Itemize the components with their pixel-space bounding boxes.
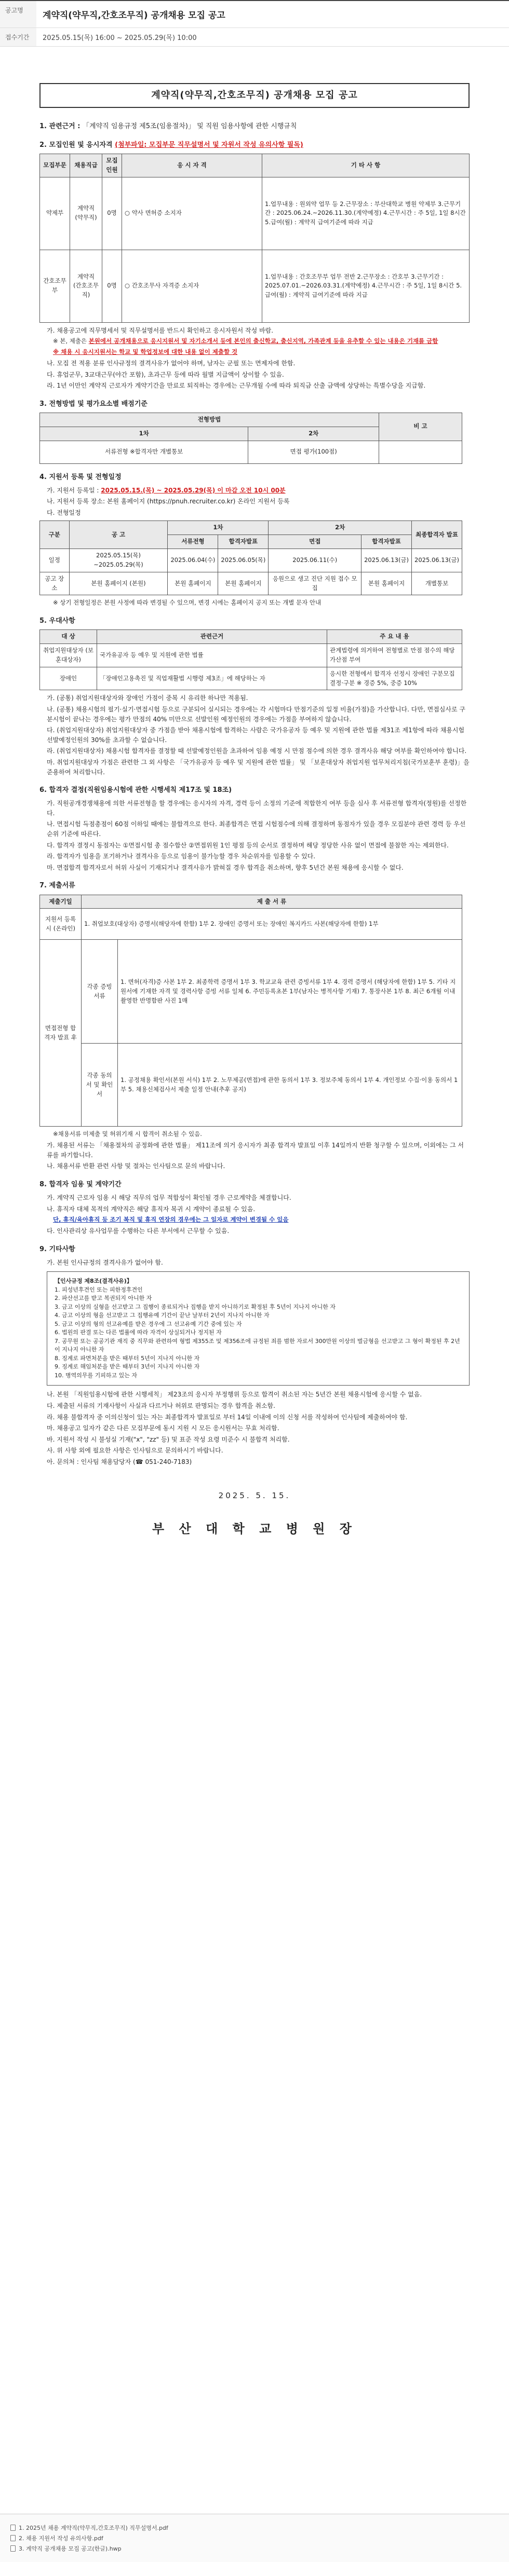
section-selection-title: 3. 전형방법 및 평가요소별 배점기준 bbox=[39, 400, 148, 408]
attachment-link[interactable] bbox=[10, 2544, 499, 2553]
list-item: 3. 금고 이상의 실형을 선고받고 그 집행이 종료되거나 집행을 받지 아니하기로 확정된 후 5년이 지나지 아니한 자 bbox=[55, 1303, 336, 1310]
selection-etc-header: 비 고 bbox=[379, 413, 462, 441]
preference-para: 나. (공통) 채용시험의 필기·실기·면접시험 등으로 구분되어 실시되는 경우에는 각 시험마다 만점기준의 일정 비율(가점)을 가산합니다. 다만, 면접심사로 구분시험이 끝나는 경우에는 평가 만점의 40% 미만으로 선발인원 예정인원의 경우에는 가점을 부여하지 않습니다. bbox=[47, 705, 465, 723]
section-recruitment bbox=[39, 140, 470, 391]
section-basis-title: 1. 관련근거 bbox=[39, 122, 75, 130]
table-cell: 1.업무내용 : 원외약 업무 등 2.근무장소 : 부산대학교 병원 약제부 3.근무기간 : 2025.06.24.~2026.11.30.(계약예정) 4.근무시간 : 주 5일, 1일 8시간 5.급여(월) : 계약직 급여기준에 따라 지급 bbox=[262, 177, 470, 250]
section-recruitment-title: 2. 모집인원 및 응시자격 bbox=[39, 141, 113, 149]
recruitment-note-a: 가. 채용공고에 직무명세서 및 직무설명서를 반드시 확인하고 응시자원서 작성 바람. bbox=[47, 326, 274, 334]
etc-para: 다. 제출된 서류의 기재사항이 사실과 다르거나 허위로 판명되는 경우 합격을 취소함. bbox=[47, 1402, 275, 1410]
notice-period: 2025.05.15(목) 16:00 ~ 2025.05.29(목) 10:00 bbox=[43, 34, 197, 42]
disqualification-title: 【인사규정 제8조(결격사유)】 bbox=[55, 1278, 132, 1285]
preference-para: 라. (취업지원대상자) 채용시험 합격자를 결정할 때 선발예정인원을 초과하여 임용 예정 시 만점 점수에 의한 경우 결격사유 해당 여부를 확인하여야 합니다. bbox=[47, 747, 467, 755]
section-etc bbox=[39, 1244, 470, 1467]
table-cell: 1. 면허(자격)증 사본 1부 2. 최종학력 증명서 1부 3. 학교교육 관련 증빙서류 1부 4. 경력 증명서 (해당자에 한함) 1부 5. 기타 지원서에 기재한 자격 및 경력사항 증빙 서류 일체 6. 주민등록초본 1부(남자는 병적사항 기재) 7. 통장사본 1부 8. 최근 6개월 이내 촬영한 반명함판 사진 1매 bbox=[118, 940, 462, 1044]
col-qual: 응 시 자 격 bbox=[122, 154, 262, 177]
decision-para: 가. 직원공개경쟁채용에 의한 서류전형을 할 경우에는 응시자의 자격, 경력 등이 소정의 기준에 적합한지 여부 등을 심사 후 서류전형 합격자(정원)를 선정한다. bbox=[47, 800, 467, 817]
meta-period-row bbox=[0, 28, 509, 47]
recruitment-note-b-red: 본원에서 공개채용으로 응시지원서 및 자기소개서 등에 본인의 출신학교, 출신지역, 가족관계 등을 유추할 수 있는 내용은 기재를 금함 bbox=[88, 337, 438, 345]
table-cell: 2025.06.05(목) bbox=[218, 549, 269, 572]
section-etc-title: 9. 기타사항 bbox=[39, 1245, 75, 1253]
table-cell: 0명 bbox=[102, 250, 122, 322]
list-item: 4. 금고 이상의 형을 선고받고 그 집행유예 기간이 끝난 날부터 2년이 지나지 아니한 자 bbox=[55, 1312, 270, 1319]
table-cell: 국가유공자 등 예우 및 지원에 관한 법률 bbox=[97, 644, 327, 667]
list-item: 10. 병역의무를 기피하고 있는 자 bbox=[55, 1372, 137, 1379]
meta-title-label: 공고명 bbox=[0, 1, 36, 28]
table-cell: 관계법령에 의거하여 전형별로 만점 점수의 해당 가산점 부여 bbox=[327, 644, 462, 667]
appointment-para-c: 다. 인사관리상 유사업무를 수행하는 다른 부서에서 근무할 수 있음. bbox=[47, 1227, 230, 1235]
list-item: 9. 징계로 해임처분을 받은 때부터 3년이 지나지 아니한 자 bbox=[55, 1363, 200, 1371]
table-cell: 1.업무내용 : 간호조무부 업무 전반 2.근무장소 : 간호부 3.근무기간 : 2025.07.01.~2026.03.31.(계약예정) 4.근무시간 : 주 5일, 1일 8시간 5.급여(월) : 계약직 급여기준에 따라 지급 bbox=[262, 250, 470, 322]
table-cell: 2025.06.13(금) bbox=[361, 549, 412, 572]
schedule-line-a-value: 2025.05.15.(목) ~ 2025.05.29(목) 이 마감 오전 10시 00분 bbox=[101, 486, 286, 494]
table-cell: 계약직 (간호조무직) bbox=[70, 250, 102, 322]
section-recruitment-attach-note: (첨부파일: 모집부문 직무설명서 및 자원서 작성 유의사항 필독) bbox=[115, 141, 303, 149]
selection-stage1-value: 서류전형 ※합격자만 개별통보 bbox=[40, 441, 248, 463]
col-count: 모집인원 bbox=[102, 154, 122, 177]
section-selection bbox=[39, 399, 470, 464]
table-cell: 본원 홈페이지 bbox=[361, 572, 412, 595]
table-cell: 2025.06.04(수) bbox=[168, 549, 218, 572]
table-header: 제 출 서 류 bbox=[82, 895, 462, 909]
attachment-name: 2. 채용 지원서 작성 유의사항.pdf bbox=[19, 2535, 103, 2542]
meta-title-row bbox=[0, 1, 509, 28]
decision-para: 나. 면접시험 득점총점이 60점 이하일 때에는 불합격으로 한다. 최종합격은 면접 시험점수에 의해 결정하며 동점자가 있을 경우 모집분야 관련 경력 등 우선순위 기준에 따른다. bbox=[47, 820, 466, 838]
table-row bbox=[40, 1044, 462, 1127]
recruitment-note-b2: ※ 채용 시 응시지원서는 학교 및 학업정보에 대한 내용 없이 제출할 것 bbox=[53, 348, 238, 356]
table-cell: 계약직 (약무직) bbox=[70, 177, 102, 250]
recruitment-note-d: 다. 휴업군무, 3교대근무(야간 포함), 초과근무 등에 따라 월별 지급액이 상이할 수 있음. bbox=[47, 371, 284, 378]
table-cell: 1. 취업보호(대상자) 증명서(해당자에 한함) 1부 2. 장애인 증명서 또는 장애인 복지카드 사본(해당자에 한함) 1부 bbox=[82, 909, 462, 940]
col-dept: 모집부문 bbox=[40, 154, 70, 177]
section-decision-title: 6. 합격자 결정(직원임용시험에 관한 시행세칙 제17조 및 18조) bbox=[39, 786, 232, 794]
appointment-para: 나. 휴직자 대체 목적의 계약직은 해당 휴직자 복귀 시 계약이 종료될 수 있음. bbox=[47, 1205, 256, 1213]
table-row bbox=[40, 909, 462, 940]
table-cell: 면접전형 합격자 발표 후 bbox=[40, 940, 82, 1127]
table-cell: 장애인 bbox=[40, 667, 97, 690]
file-icon bbox=[10, 2535, 16, 2541]
documents-para: 나. 채용서류 반환 관련 사항 및 절차는 인사팀으로 문의 바랍니다. bbox=[47, 1162, 225, 1170]
table-cell: ○ 약사 면허증 소지자 bbox=[122, 177, 262, 250]
table-cell: 취업지원대상자 (보훈대상자) bbox=[40, 644, 97, 667]
table-header: 공 고 bbox=[69, 521, 168, 549]
table-cell: ○ 간호조무사 자격증 소지자 bbox=[122, 250, 262, 322]
attachment-link[interactable] bbox=[10, 2524, 499, 2532]
table-row bbox=[40, 177, 470, 250]
decision-para: 다. 합격자 결정시 동점자는 ①면접시험 총 점수합산 ②면접위원 1인 평점 등의 순서로 결정하며 해당 정당한 사유 없이 면접에 불참한 자는 제외한다. bbox=[47, 841, 449, 849]
table-cell: 본원 홈페이지 bbox=[218, 572, 269, 595]
file-icon bbox=[10, 2525, 16, 2531]
col-etc: 기 타 사 항 bbox=[262, 154, 470, 177]
table-header: 최종합격자 발표 bbox=[412, 521, 462, 549]
list-item: 2. 파산선고를 받고 복권되지 아니한 자 bbox=[55, 1295, 152, 1302]
table-row bbox=[40, 572, 462, 595]
section-decision bbox=[39, 785, 470, 872]
signature: 부 산 대 학 교 병 원 장 bbox=[152, 1521, 357, 1536]
table-header: 제출기일 bbox=[40, 895, 82, 909]
section-appointment bbox=[39, 1180, 470, 1236]
notice-title: 계약직(약무직,간호조무직) 공개채용 모집 공고 bbox=[43, 10, 225, 21]
etc-line-a: 가. 본원 인사규정의 결격사유가 없어야 함. bbox=[47, 1258, 163, 1266]
selection-table bbox=[39, 413, 462, 464]
table-cell: 개별통보 bbox=[412, 572, 462, 595]
list-item: 5. 금고 이상의 형의 선고유예를 받은 경우에 그 선고유예 기간 중에 있는 자 bbox=[55, 1320, 242, 1327]
table-cell: 일정 bbox=[40, 549, 70, 572]
list-item: 6. 법원의 판결 또는 다른 법률에 따라 자격이 상실되거나 정지된 자 bbox=[55, 1329, 222, 1336]
list-item: 7. 공무원 또는 공공기관 재직 중 직무와 관련하여 형법 제355조 및 제356조에 규정된 죄를 범한 자로서 300만원 이상의 벌금형을 선고받고 그 형이 확정된 후 2년이 지나지 아니한 자 bbox=[55, 1337, 460, 1353]
schedule-note: ※ 상기 전형일정은 본원 사정에 따라 변경될 수 있으며, 변경 시에는 홈페이지 공지 또는 개별 문자 안내 bbox=[53, 599, 322, 607]
table-header: 합격자발표 bbox=[361, 535, 412, 549]
table-header: 주 요 내 용 bbox=[327, 630, 462, 644]
table-cell: 1. 공정채용 확인서(본원 서식) 1부 2. 노무제공(면접)에 관한 동의서 1부 3. 정보주체 동의서 1부 4. 개인정보 수집·이용 동의서 1부 5. 채용신체검사서 제출 일정 안내(추후 공지) bbox=[118, 1044, 462, 1127]
etc-para: 사. 위 사항 외에 필요한 사항은 인사팀으로 문의하시기 바랍니다. bbox=[47, 1447, 223, 1455]
preference-table bbox=[39, 629, 462, 690]
section-schedule-title: 4. 지원서 등록 및 전형일정 bbox=[39, 473, 122, 481]
table-row bbox=[40, 940, 462, 1044]
recruitment-table bbox=[39, 154, 470, 323]
meta-period-label: 접수기간 bbox=[0, 28, 36, 46]
table-cell: 지원서 등록시 (온라인) bbox=[40, 909, 82, 940]
recruitment-note-e: 라. 1년 이만인 계약직 근로자가 계약기간을 만료로 퇴직하는 경우에는 근무개월 수에 따라 퇴직금 산출 금액에 상당하는 특별수당을 지급함. bbox=[47, 382, 426, 390]
table-header: 구분 bbox=[40, 521, 70, 549]
attachment-link[interactable] bbox=[10, 2534, 499, 2542]
preference-para: 다. (취업지원대상자) 취업지원대상자 중 가점을 받아 채용시험에 합격하는 사람은 국가유공자 등 예우 및 지원에 관한 법률 제31조 제1항에 따라 채용시험 선발예정인원의 30%를 초과할 수 없습니다. bbox=[47, 727, 465, 744]
schedule-line-b: 나. 지원서 등록 장소: 본원 홈페이지 (https://pnuh.recruiter.co.kr) 온라인 지원서 등록 bbox=[47, 498, 290, 505]
selection-stage2-value: 면접 평가(100점) bbox=[248, 441, 379, 463]
etc-para: 라. 채용 불합격자 중 이의신청이 있는 자는 최종합격자 발표일로 부터 14일 이내에 이의 신청 서를 작성하여 인사팀에 제출하여야 함. bbox=[47, 1413, 408, 1421]
table-cell: 2025.06.11(수) bbox=[269, 549, 361, 572]
table-cell: 약제부 bbox=[40, 177, 70, 250]
col-grade: 채용직급 bbox=[70, 154, 102, 177]
file-icon bbox=[10, 2545, 16, 2552]
documents-para: 가. 채용된 서류는 「채용절차의 공정화에 관한 법률」 제11조에 의거 응시자가 최종 합격자 발표일 이후 14일까지 반환 청구할 수 있으며, 이외에는 그 서류를 파기합니다. bbox=[47, 1142, 464, 1159]
table-row bbox=[40, 667, 462, 690]
selection-stage1: 1차 bbox=[40, 427, 248, 441]
section-schedule bbox=[39, 472, 470, 608]
recruitment-note-b-label: ※ 본, 제출은 bbox=[53, 337, 87, 345]
etc-para: 나. 본원 「직원임용시험에 관한 시행세칙」 제23조의 응시자 부정행위 등으로 합격이 취소된 자는 5년간 본원 채용시험에 응시할 수 없음. bbox=[47, 1391, 422, 1399]
attachments bbox=[0, 2514, 509, 2562]
document-title: 계약직(약무직,간호조무직) 공개채용 모집 공고 bbox=[39, 83, 470, 108]
list-item: 8. 징계로 파면처분을 받은 때부터 5년이 지나지 아니한 자 bbox=[55, 1354, 200, 1362]
table-header: 서류전형 bbox=[168, 535, 218, 549]
notice-date: 2025. 5. 15. bbox=[218, 1490, 291, 1500]
table-row bbox=[40, 549, 462, 572]
table-row bbox=[40, 441, 462, 463]
table-cell: 간호조무부 bbox=[40, 250, 70, 322]
table-header: 면접 bbox=[269, 535, 361, 549]
table-header: 1차 bbox=[168, 521, 269, 535]
table-header: 2차 bbox=[269, 521, 412, 535]
table-cell: 「장애인고용촉진 및 직업재활법 시행령 제3조」에 해당하는 자 bbox=[97, 667, 327, 690]
table-cell: 본원 홈페이지 bbox=[168, 572, 218, 595]
table-header: 관련근거 bbox=[97, 630, 327, 644]
appointment-para: 가. 계약직 근로자 임용 시 해당 직무의 업무 적합성이 확인될 경우 근로계약을 체결합니다. bbox=[47, 1194, 291, 1202]
table-cell: 응시한 전형에서 합격자 선정시 장애인 구분모집 결정·구분 ※ 경증 5%, 중증 10% bbox=[327, 667, 462, 690]
section-appointment-title: 8. 합격자 임용 및 계약기간 bbox=[39, 1180, 122, 1188]
preference-para: 가. (공통) 취업지원대상자와 장애인 가점이 중복 시 유리한 하나만 적용됨. bbox=[47, 694, 248, 702]
schedule-table bbox=[39, 520, 462, 595]
table-cell: 2025.05.15(목) ~2025.05.29(목) bbox=[69, 549, 168, 572]
notice-document bbox=[0, 47, 509, 1539]
table-cell: 0명 bbox=[102, 177, 122, 250]
table-header: 합격자발표 bbox=[218, 535, 269, 549]
decision-para: 마. 면접합격 합격자로서 허위 사실이 기재되거나 결격사유가 밝혀질 경우 합격을 취소하며, 향후 5년간 본원 채용에 응시할 수 없다. bbox=[47, 864, 404, 871]
table-cell: 2025.06.13(금) bbox=[412, 549, 462, 572]
table-cell: 본원 홈페이지 (본원) bbox=[69, 572, 168, 595]
table-cell: 공고 장소 bbox=[40, 572, 70, 595]
etc-para: 마. 채용공고 일자가 같은 다른 모집부문에 동시 지원 시 모든 응시원서는 무효 처리함. bbox=[47, 1424, 279, 1432]
recruitment-header-row bbox=[40, 154, 470, 177]
disqualification-box bbox=[47, 1271, 470, 1386]
recruitment-note-c: 나. 모집 전 적용 분류 인사규정의 결격사유가 없어야 하며, 남자는 군필 또는 면제자에 한함. bbox=[47, 360, 296, 367]
table-header: 대 상 bbox=[40, 630, 97, 644]
table-cell: 각종 증빙 서류 bbox=[82, 940, 118, 1044]
section-documents bbox=[39, 881, 470, 1171]
section-preference-title: 5. 우대사항 bbox=[39, 617, 75, 625]
table-row bbox=[40, 250, 470, 322]
selection-header: 전형방법 bbox=[40, 413, 379, 427]
attachment-name: 1. 2025년 채용 계약직(약무직,간호조무직) 직무설명서.pdf bbox=[19, 2525, 168, 2531]
section-preference bbox=[39, 616, 470, 777]
section-basis: 1. 관련근거 : 「계약직 임용규정 제5조(임용절차)」 및 직원 임용사항에 관한 시행규칙 bbox=[39, 122, 297, 130]
table-row bbox=[40, 644, 462, 667]
documents-table bbox=[39, 895, 462, 1127]
table-cell bbox=[379, 441, 462, 463]
documents-note: ※채용서류 미제출 및 허위기재 시 합격이 취소될 수 있음. bbox=[53, 1130, 202, 1138]
section-basis-text: 「계약직 임용규정 제5조(임용절차)」 및 직원 임용사항에 관한 시행규칙 bbox=[83, 122, 297, 130]
appointment-highlight: 단, 휴직/육아휴직 등 조기 복직 및 휴직 연장의 경우에는 그 일자로 계약이 변경될 수 있음 bbox=[53, 1216, 289, 1224]
decision-para: 라. 합격자가 임용을 포기하거나 결격사유 등으로 임용이 불가능할 경우 차순위자를 임용할 수 있다. bbox=[47, 853, 316, 860]
etc-para: 아. 문의처 : 인사팀 채용담당자 (☎ 051-240-7183) bbox=[47, 1458, 192, 1465]
list-item: 1. 피성년후견인 또는 피한정후견인 bbox=[55, 1286, 143, 1293]
table-cell: 각종 동의서 및 확인서 bbox=[82, 1044, 118, 1127]
etc-para: 바. 지원서 작성 시 불성실 기재("x", "zz" 등) 및 표준 작성 요령 미준수 시 불합격 처리함. bbox=[47, 1435, 290, 1443]
section-documents-title: 7. 제출서류 bbox=[39, 882, 75, 890]
preference-para: 마. 취업지원대상자 가점은 관련한 그 외 사항은 「국가유공자 등 예우 및 지원에 관한 법률」 및 「보훈대상자 취업지원 업무처리지침(국가보훈부 훈령)」을 준용하여 처리합니다. bbox=[47, 758, 470, 776]
attachment-name: 3. 계약직 공개채용 모집 공고(한글).hwp bbox=[19, 2545, 122, 2552]
schedule-line-c: 다. 전형일정 bbox=[47, 509, 81, 516]
notice-meta bbox=[0, 0, 509, 47]
table-cell: 응원으로 생고 진단 지원 접수 모집 bbox=[269, 572, 361, 595]
selection-stage2: 2차 bbox=[248, 427, 379, 441]
schedule-line-a-label: 가. 지원서 등록일 : bbox=[47, 486, 99, 494]
